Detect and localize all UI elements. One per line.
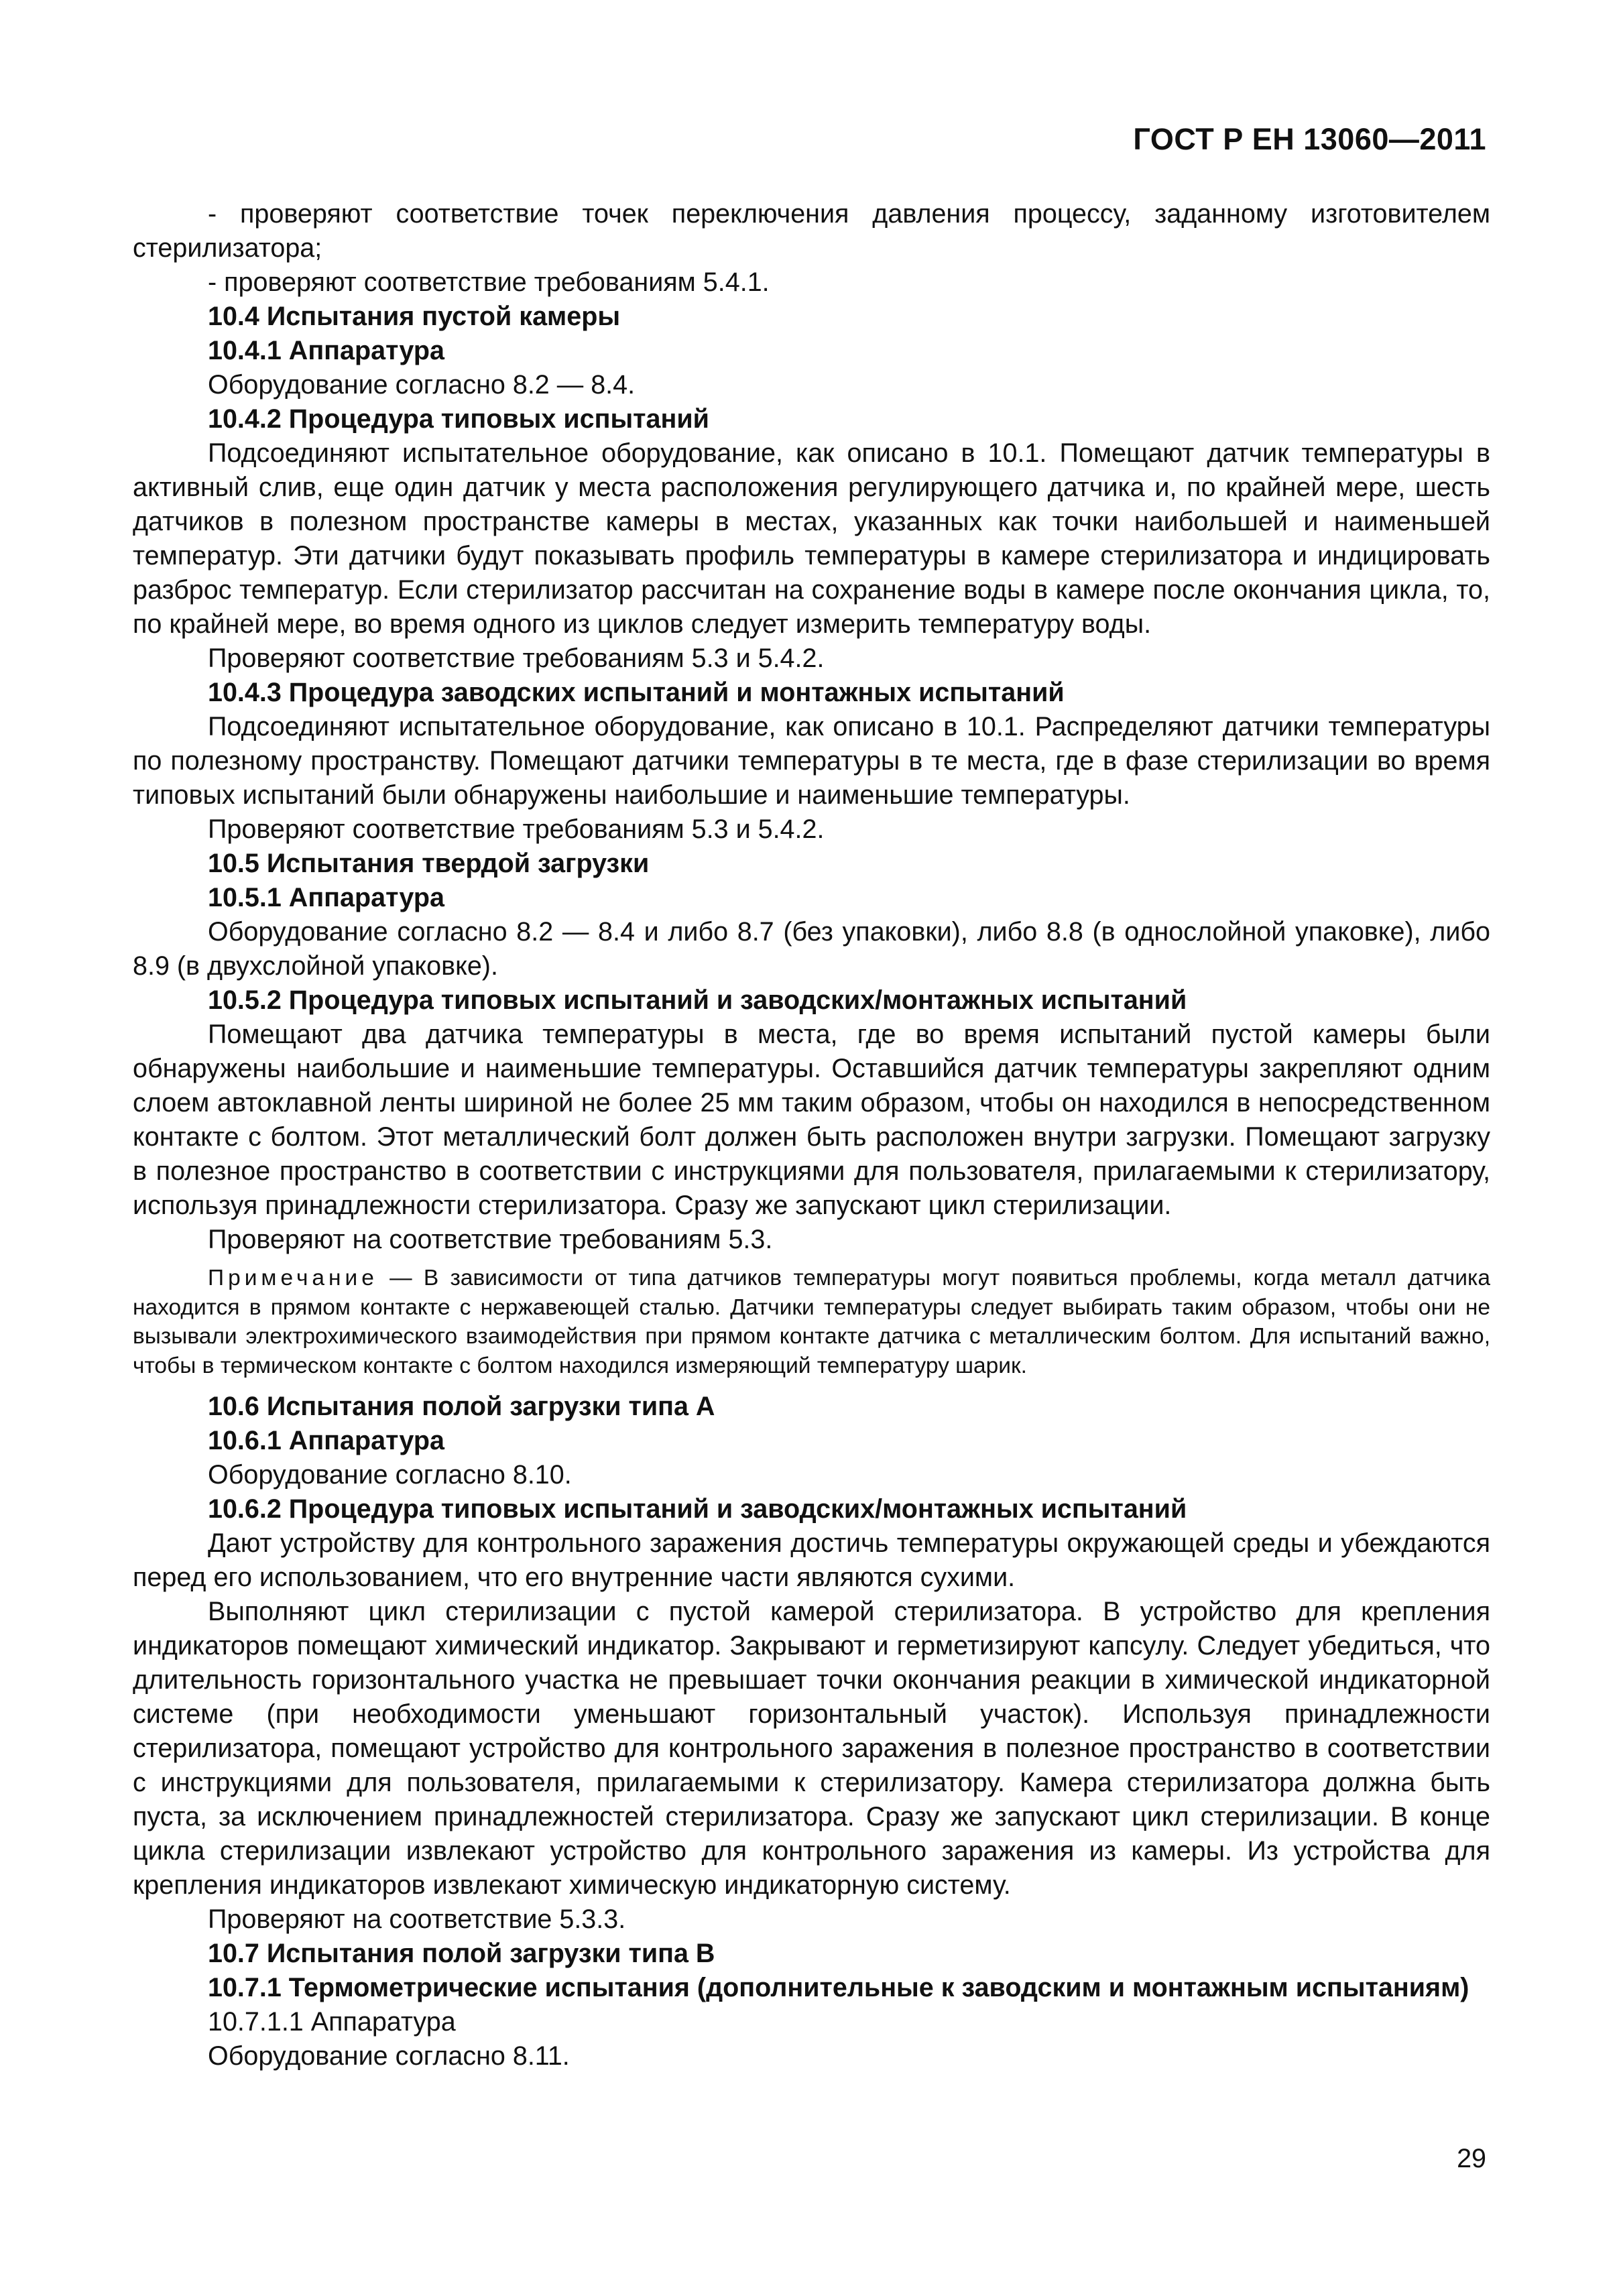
note-sensor-contact — [133, 1264, 1490, 1380]
note-text: — В зависимости от типа датчиков температуры могут появиться проблемы, когда металл датчика находится в прямом контакте с нержавеющей сталью. Датчики температуры следует выбирать таким образом, чтобы они не вызывали электрохимического взаимодействия при прямом контакте датчика с металлическим болтом. Для испытаний важно, чтобы в термическом контакте с болтом находился измеряющий температуру шарик. — [133, 1266, 1490, 1378]
heading-10-5-1: 10.5.1 Аппаратура — [208, 883, 444, 912]
document-body — [133, 197, 1490, 2073]
page-number: 29 — [1457, 2144, 1486, 2173]
heading-10-6: 10.6 Испытания полой загрузки типа А — [208, 1392, 715, 1421]
heading-10-4-2: 10.4.2 Процедура типовых испытаний — [208, 404, 709, 434]
paragraph-solid-load-procedure: Помещают два датчика температуры в места, где во время испытаний пустой камеры были обнаружены наибольшие и наименьшие температуры. Оставшийся датчик температуры закрепляют одним слоем автоклавной ленты шириной не более 25 мм таким образом, чтобы он находился в непосредственном контакте с болтом. Этот металлический болт должен быть расположен внутри загрузки. Помещают загрузку в полезное пространство в соответствии с инструкциями для пользователя, прилагаемыми к стерилизатору, используя принадлежности стерилизатора. Сразу же запускают цикл стерилизации. — [133, 1020, 1490, 1220]
paragraph-equipment-8-11: Оборудование согласно 8.11. — [208, 2041, 570, 2071]
paragraph-check-5-4-1: - проверяют соответствие требованиям 5.4.1. — [208, 267, 770, 297]
paragraph-hollow-load-procedure: Выполняют цикл стерилизации с пустой камерой стерилизатора. В устройство для крепления индикаторов помещают химический индикатор. Закрывают и герметизируют капсулу. Следует убедиться, что длительность горизонтального участка не превышает точки окончания реакции в химической индикаторной системе (при необходимости уменьшают горизонтальный участок). Используя принадлежности стерилизатора, помещают устройство для контрольного заражения в полезное пространство в соответствии с инструкциями для пользователя, прилагаемыми к стерилизатору. Камера стерилизатора должна быть пуста, за исключением принадлежностей стерилизатора. Сразу же запускают цикл стерилизации. В конце цикла стерилизации извлекают устройство для контрольного заражения из камеры. Из устройства для крепления индикаторов извлекают химическую индикаторную систему. — [133, 1597, 1490, 1900]
heading-10-5-2: 10.5.2 Процедура типовых испытаний и заводских/монтажных испытаний — [208, 985, 1187, 1015]
heading-10-4-3: 10.4.3 Процедура заводских испытаний и монтажных испытаний — [208, 678, 1065, 707]
paragraph-check-5-3: Проверяют на соответствие требованиям 5.3. — [208, 1225, 773, 1254]
paragraph-check-5-3-3: Проверяют на соответствие 5.3.3. — [208, 1905, 626, 1934]
heading-10-7-1: 10.7.1 Термометрические испытания (дополнительные к заводским и монтажным испытаниям) — [208, 1973, 1469, 2002]
paragraph-empty-chamber-works-test: Подсоединяют испытательное оборудование, как описано в 10.1. Распределяют датчики температуры по полезному пространству. Помещают датчики температуры в те места, где в фазе стерилизации во время типовых испытаний были обнаружены наибольшие и наименьшие температуры. — [133, 712, 1490, 810]
paragraph-check-5-3-5-4-2-a: Проверяют соответствие требованиям 5.3 и 5.4.2. — [208, 644, 825, 673]
heading-10-7: 10.7 Испытания полой загрузки типа В — [208, 1939, 715, 1968]
heading-10-6-1: 10.6.1 Аппаратура — [208, 1426, 444, 1455]
heading-10-4: 10.4 Испытания пустой камеры — [208, 302, 621, 331]
paragraph-pressure-switch-check: - проверяют соответствие точек переключения давления процессу, заданному изготовителем стерилизатора; — [133, 199, 1490, 263]
paragraph-equipment-solid-load: Оборудование согласно 8.2 — 8.4 и либо 8.7 (без упаковки), либо 8.8 (в однослойной упаковке), либо 8.9 (в двухслойной упаковке). — [133, 917, 1490, 981]
paragraph-10-7-1-1: 10.7.1.1 Аппаратура — [208, 2007, 456, 2037]
paragraph-empty-chamber-type-test: Подсоединяют испытательное оборудование, как описано в 10.1. Помещают датчик температуры в активный слив, еще один датчик у места расположения регулирующего датчика и, по крайней мере, шесть датчиков в полезном пространстве камеры в местах, указанных как точки наибольшей и наименьшей температур. Эти датчики будут показывать профиль температуры в камере стерилизатора и индицировать разброс температур. Если стерилизатор рассчитан на сохранение воды в камере после окончания цикла, то, по крайней мере, во время одного из циклов следует измерить температуру воды. — [133, 438, 1490, 639]
paragraph-process-challenge-device-ambient: Дают устройству для контрольного заражения достичь температуры окружающей среды и убеждаются перед его использованием, что его внутренние части являются сухими. — [133, 1528, 1490, 1592]
paragraph-check-5-3-5-4-2-b: Проверяют соответствие требованиям 5.3 и 5.4.2. — [208, 814, 825, 844]
heading-10-5: 10.5 Испытания твердой загрузки — [208, 849, 650, 878]
document-code-header: ГОСТ Р ЕН 13060—2011 — [1133, 122, 1486, 156]
heading-10-4-1: 10.4.1 Аппаратура — [208, 336, 444, 365]
paragraph-equipment-8-10: Оборудование согласно 8.10. — [208, 1460, 572, 1490]
note-label: Примечание — [208, 1266, 378, 1290]
heading-10-6-2: 10.6.2 Процедура типовых испытаний и заводских/монтажных испытаний — [208, 1494, 1187, 1524]
paragraph-equipment-8-2-8-4: Оборудование согласно 8.2 — 8.4. — [208, 370, 636, 400]
